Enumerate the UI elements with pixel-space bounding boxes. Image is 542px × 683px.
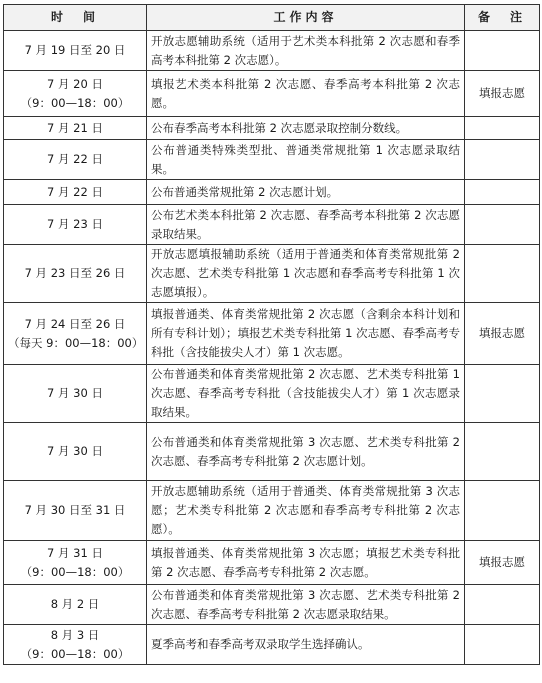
schedule-table-wrapper xyxy=(3,4,539,665)
table-row xyxy=(4,625,540,665)
table-row xyxy=(4,245,540,303)
time-cell: 7 月 19 日至 20 日 xyxy=(4,31,147,71)
table-row xyxy=(4,71,540,117)
content-cell: 开放志愿辅助系统（适用于艺术类本科批第 2 次志愿和春季高考本科批第 2 次志愿）。 xyxy=(147,31,465,71)
table-row xyxy=(4,541,540,585)
table-row xyxy=(4,481,540,541)
time-cell: 7 月 23 日 xyxy=(4,205,147,245)
note-cell: 填报志愿 xyxy=(465,71,540,117)
note-cell xyxy=(465,140,540,180)
note-cell: 填报志愿 xyxy=(465,541,540,585)
content-cell: 开放志愿辅助系统（适用于普通类、体育类常规批第 3 次志愿；艺术类专科批第 2 次志愿和春季高考专科批第 2 次志愿）。 xyxy=(147,481,465,541)
note-cell xyxy=(465,245,540,303)
content-cell: 公布普通类和体育类常规批第 3 次志愿、艺术类专科批第 2 次志愿、春季高考专科批第 2 次志愿计划。 xyxy=(147,423,465,481)
time-cell: 7 月 30 日 xyxy=(4,423,147,481)
note-cell xyxy=(465,117,540,140)
content-cell: 填报普通类、体育类常规批第 3 次志愿；填报艺术类专科批第 2 次志愿、春季高考专科批第 2 次志愿。 xyxy=(147,541,465,585)
time-cell: 8 月 3 日 （9：00—18：00） xyxy=(4,625,147,665)
time-cell: 8 月 2 日 xyxy=(4,585,147,625)
note-cell xyxy=(465,625,540,665)
time-cell: 7 月 24 日至 26 日 （每天 9：00—18：00） xyxy=(4,303,147,365)
header-time: 时 间 xyxy=(4,5,147,31)
table-row xyxy=(4,423,540,481)
time-cell: 7 月 30 日 xyxy=(4,365,147,423)
content-cell: 填报普通类、体育类常规批第 2 次志愿（含剩余本科计划和所有专科计划）；填报艺术类专科批第 1 次志愿、春季高考专科批（含技能拔尖人才）第 1 次志愿。 xyxy=(147,303,465,365)
content-cell: 公布艺术类本科批第 2 次志愿、春季高考本科批第 2 次志愿录取结果。 xyxy=(147,205,465,245)
header-note: 备 注 xyxy=(465,5,540,31)
time-cell: 7 月 22 日 xyxy=(4,140,147,180)
table-row xyxy=(4,585,540,625)
time-cell: 7 月 23 日至 26 日 xyxy=(4,245,147,303)
table-row xyxy=(4,205,540,245)
note-cell xyxy=(465,423,540,481)
content-cell: 公布普通类和体育类常规批第 2 次志愿、艺术类专科批第 1 次志愿、春季高考专科批（含技能拔尖人才）第 1 次志愿录取结果。 xyxy=(147,365,465,423)
content-cell: 公布普通类特殊类型批、普通类常规批第 1 次志愿录取结果。 xyxy=(147,140,465,180)
content-cell: 公布普通类和体育类常规批第 3 次志愿、艺术类专科批第 2 次志愿、春季高考专科批第 2 次志愿录取结果。 xyxy=(147,585,465,625)
note-cell xyxy=(465,31,540,71)
content-cell: 公布春季高考本科批第 2 次志愿录取控制分数线。 xyxy=(147,117,465,140)
note-cell xyxy=(465,585,540,625)
table-row xyxy=(4,140,540,180)
time-cell: 7 月 21 日 xyxy=(4,117,147,140)
content-cell: 填报艺术类本科批第 2 次志愿、春季高考本科批第 2 次志愿。 xyxy=(147,71,465,117)
note-cell xyxy=(465,180,540,205)
schedule-table xyxy=(3,4,540,665)
note-cell xyxy=(465,365,540,423)
content-cell: 夏季高考和春季高考双录取学生选择确认。 xyxy=(147,625,465,665)
header-row xyxy=(4,5,540,31)
note-cell xyxy=(465,205,540,245)
table-row xyxy=(4,31,540,71)
time-cell: 7 月 30 日至 31 日 xyxy=(4,481,147,541)
content-cell: 开放志愿填报辅助系统（适用于普通类和体育类常规批第 2 次志愿、艺术类专科批第 1 次志愿和春季高考专科批第 1 次志愿填报）。 xyxy=(147,245,465,303)
time-cell: 7 月 20 日 （9：00—18：00） xyxy=(4,71,147,117)
table-row xyxy=(4,303,540,365)
note-cell xyxy=(465,481,540,541)
table-row xyxy=(4,117,540,140)
table-row xyxy=(4,365,540,423)
header-content: 工作内容 xyxy=(147,5,465,31)
note-cell: 填报志愿 xyxy=(465,303,540,365)
table-row xyxy=(4,180,540,205)
content-cell: 公布普通类常规批第 2 次志愿计划。 xyxy=(147,180,465,205)
time-cell: 7 月 22 日 xyxy=(4,180,147,205)
time-cell: 7 月 31 日 （9：00—18：00） xyxy=(4,541,147,585)
